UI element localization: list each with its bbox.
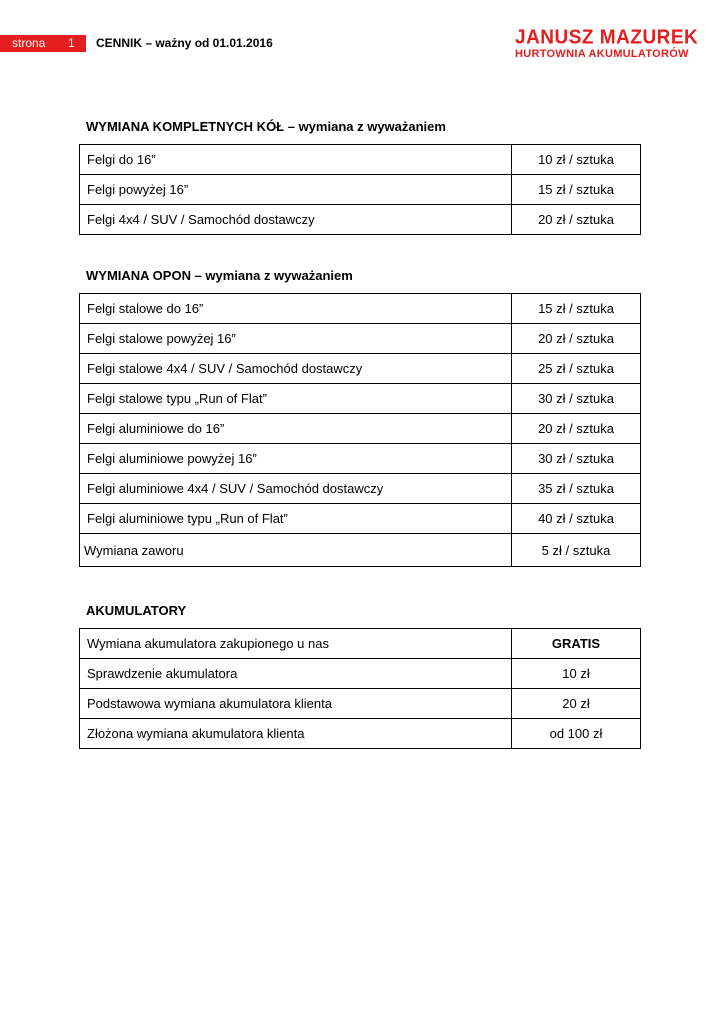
table-row [80, 324, 641, 354]
section-title-wheels: WYMIANA KOMPLETNYCH KÓŁ – wymiana z wyważaniem [86, 119, 446, 134]
page-label: strona [12, 36, 46, 50]
price-table-tires [79, 293, 641, 567]
table-row [80, 205, 641, 235]
table-row [80, 414, 641, 444]
section-title-tires: WYMIANA OPON – wymiana z wyważaniem [86, 268, 353, 283]
table-row [80, 659, 641, 689]
document-title: CENNIK – ważny od 01.01.2016 [96, 36, 273, 50]
service-price: GRATIS [512, 629, 641, 659]
service-price: 5 zł / sztuka [512, 534, 641, 567]
logo-subtitle: HURTOWNIA AKUMULATORÓW [515, 48, 689, 60]
service-name: Felgi aluminiowe powyżej 16” [80, 444, 512, 474]
service-name: Wymiana akumulatora zakupionego u nas [80, 629, 512, 659]
page-header [0, 0, 724, 80]
table-row [80, 294, 641, 324]
service-price: 20 zł / sztuka [512, 324, 641, 354]
service-price: 35 zł / sztuka [512, 474, 641, 504]
page-number-box [0, 35, 86, 52]
table-row [80, 175, 641, 205]
service-name: Felgi stalowe do 16” [80, 294, 512, 324]
service-name: Sprawdzenie akumulatora [80, 659, 512, 689]
table-row [80, 719, 641, 749]
service-name: Felgi stalowe powyżej 16” [80, 324, 512, 354]
service-price: 10 zł [512, 659, 641, 689]
service-name: Złożona wymiana akumulatora klienta [80, 719, 512, 749]
service-name: Felgi stalowe 4x4 / SUV / Samochód dostawczy [80, 354, 512, 384]
table-row [80, 474, 641, 504]
service-price: 25 zł / sztuka [512, 354, 641, 384]
service-name: Felgi aluminiowe typu „Run of Flat” [80, 504, 512, 534]
section-title-batteries: AKUMULATORY [86, 603, 187, 618]
table-row [80, 504, 641, 534]
service-price: 40 zł / sztuka [512, 504, 641, 534]
service-price: 20 zł [512, 689, 641, 719]
table-row [80, 145, 641, 175]
service-name: Wymiana zaworu [80, 534, 512, 567]
service-name: Podstawowa wymiana akumulatora klienta [80, 689, 512, 719]
service-price: 20 zł / sztuka [512, 414, 641, 444]
service-price: od 100 zł [512, 719, 641, 749]
table-row [80, 689, 641, 719]
service-price: 20 zł / sztuka [512, 205, 641, 235]
service-name: Felgi aluminiowe 4x4 / SUV / Samochód dostawczy [80, 474, 512, 504]
company-logo [515, 28, 705, 60]
service-name: Felgi powyżej 16” [80, 175, 512, 205]
table-row [80, 444, 641, 474]
table-row [80, 534, 641, 567]
table-row [80, 384, 641, 414]
service-price: 30 zł / sztuka [512, 444, 641, 474]
price-table-wheels [79, 144, 641, 235]
service-price: 30 zł / sztuka [512, 384, 641, 414]
page-number: 1 [68, 36, 75, 50]
service-name: Felgi do 16” [80, 145, 512, 175]
service-price: 15 zł / sztuka [512, 294, 641, 324]
service-name: Felgi stalowe typu „Run of Flat” [80, 384, 512, 414]
table-row [80, 354, 641, 384]
service-price: 10 zł / sztuka [512, 145, 641, 175]
service-price: 15 zł / sztuka [512, 175, 641, 205]
price-table-batteries [79, 628, 641, 749]
table-row [80, 629, 641, 659]
service-name: Felgi 4x4 / SUV / Samochód dostawczy [80, 205, 512, 235]
logo-name: JANUSZ MAZUREK [515, 26, 699, 49]
service-name: Felgi aluminiowe do 16” [80, 414, 512, 444]
